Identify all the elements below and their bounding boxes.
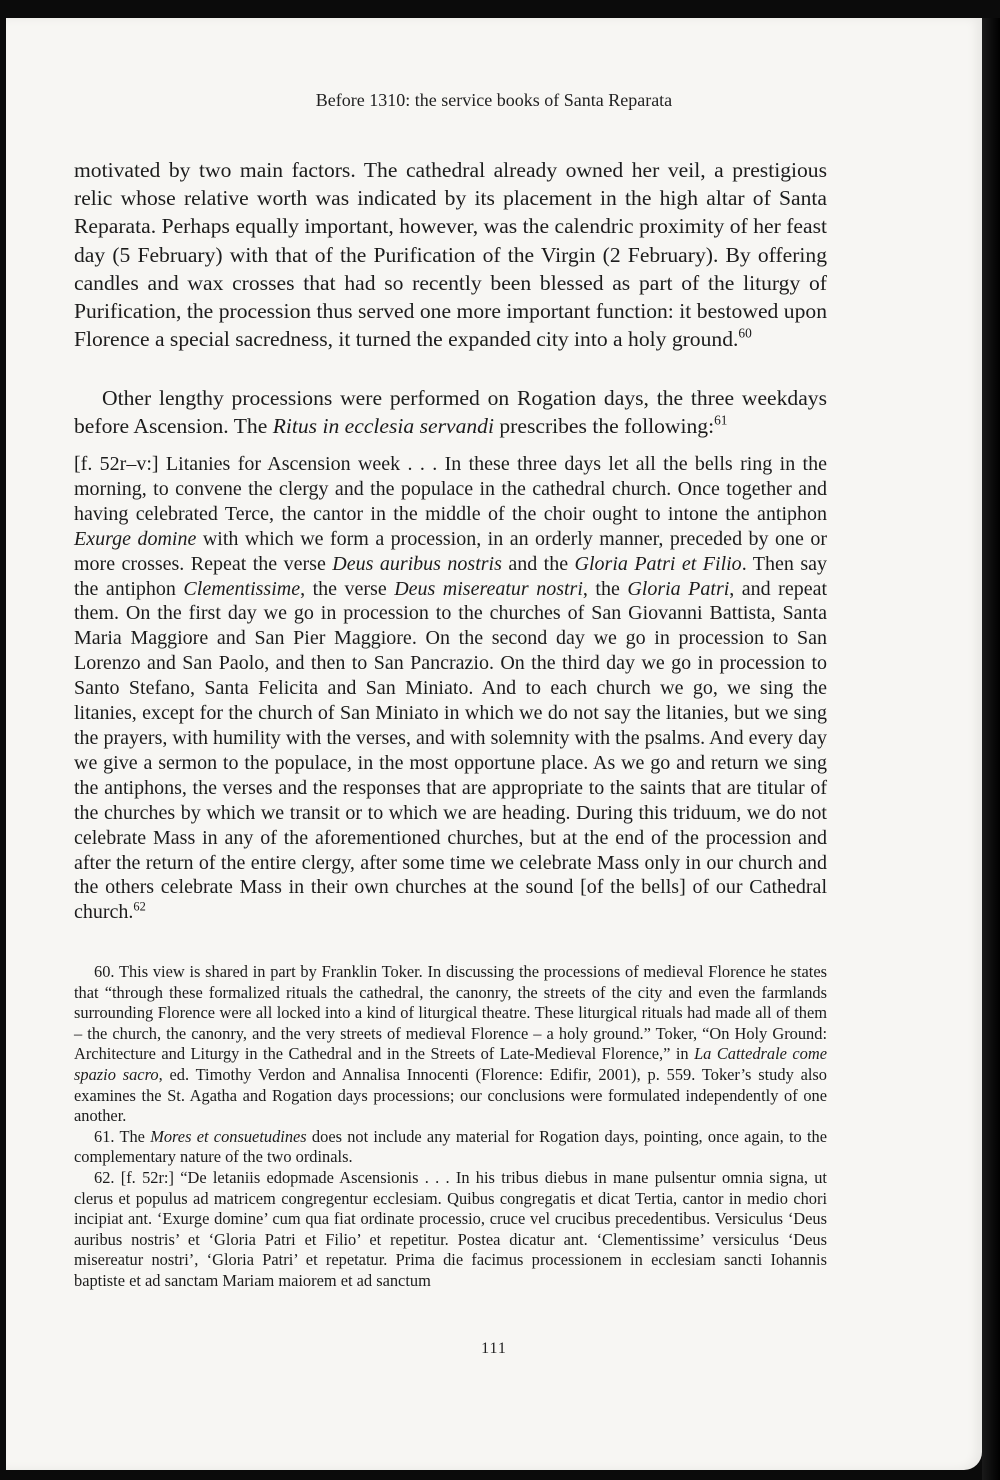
footnote-ref-60[interactable]: 60	[738, 325, 752, 341]
paragraph-2-text-after: prescribes the following:	[493, 414, 715, 439]
quote-text: with which we form a procession, in an orderly manner, preceded by one or more crosses. Repeat the verse	[74, 527, 828, 575]
footnote-text: 62. [f. 52r:] “De letaniis edopmade Ascensionis . . . In his tribus diebus in mane pulsentur omnia signa, ut clerus et populus ad matricem congregentur ecclesiam. Quibus congregatis et dicat Tertia, cantor in medio chori incipiat ant. ‘Exurge domine’ cum qua fiat ordinate processio, cruce vel crucibus precedentibus. Versiculus ‘Deus auribus nostris’ et ‘Gloria Patri et Filio’ et repetitur. Postea dicatur ant. ‘Clementissime’ versiculus ‘Deus misereatur nostri’, ‘Gloria Patri’ et repetatur. Prima die facimus processionem in ecclesiam sancti Iohannis baptiste et ad sanctam Mariam maiorem et ad sanctum	[74, 1167, 827, 1290]
quote-text: . Then say the antiphon	[74, 552, 827, 600]
running-head: Before 1310: the service books of Santa Reparata	[315, 90, 673, 110]
footnote-text: 61. The	[94, 1126, 151, 1146]
body-paragraph-2	[74, 384, 827, 440]
quote-italic: Exurge domine	[74, 527, 197, 550]
footnotes	[74, 962, 827, 1292]
block-quotation	[74, 452, 827, 925]
quote-text: , the	[582, 577, 628, 600]
paragraph-1-text: motivated by two main factors. The cathedral already owned her veil, a prestigious relic whose relative worth was indicated by its placement in the high altar of Santa Reparata. Perhaps equally important, however, was the calendric proximity of her feast day (5 February) with that of the Purification of the Virgin (2 February). By offering candles and wax crosses that had so recently been blessed as part of the liturgy of Purification, the procession thus served one more important function: it bestowed upon Florence a special sacredness, it turned the expanded city into a holy ground.	[74, 158, 827, 352]
footnote-italic: Mores et consuetudines	[150, 1126, 307, 1146]
quote-text: , the verse	[300, 577, 395, 600]
quote-italic: Gloria Patri	[627, 577, 730, 600]
footnote-60	[74, 962, 827, 1127]
footnote-61	[74, 1127, 827, 1168]
quote-text: , and repeat them. On the first day we go in procession to the churches of San Giovanni Battista, Santa Maria Maggiore and San Pier Maggiore. On the second day we go in procession to San Lorenzo and San Paolo, and then to San Pancrazio. On the third day we go in procession to Santo Stefano, Santa Felicita and San Miniato. And to each church we go, we sing the litanies, except for the church of San Miniato in which we do not say the litanies, but we sing the prayers, with humility with the verses, and with solemnity with the psalms. And every day we give a sermon to the populace, in the most opportune place. As we go and return we sing the antiphons, the verses and the responses that are appropriate to the saints that are titular of the churches by which we transit or to which we are heading. During this triduum, we do not celebrate Mass in any of the aforementioned churches, but at the end of the procession and after the return of the entire clergy, after some time we celebrate Mass only in our church and the others celebrate Mass in their own churches at the sound [of the bells] of our Cathedral church.	[74, 577, 828, 924]
quote-italic: Deus misereatur nostri	[394, 577, 583, 600]
footnote-text: 60. This view is shared in part by Franklin Toker. In discussing the processions of medieval Florence he states that “through these formalized rituals the cathedral, the canonry, the streets of the city and even the farmlands surrounding Florence were all locked into a kind of liturgical theatre. These liturgical rituals had made all of them – the church, the canonry, and the very streets of medieval Florence – a holy ground.” Toker, “On Holy Ground: Architecture and Liturgy in the Cathedral and in the Streets of Late-Medieval Florence,” in	[74, 962, 827, 1064]
quote-text: and the	[501, 552, 575, 575]
footnote-ref-62[interactable]: 62	[133, 899, 146, 914]
body-paragraph-1	[74, 156, 827, 353]
quote-italic: Clementissime	[183, 577, 301, 600]
footnote-italic: La Cattedrale come spazio sacro	[74, 1044, 827, 1084]
paragraph-2-title: Ritus in ecclesia servandi	[272, 414, 494, 439]
book-page	[6, 18, 982, 1470]
footnote-ref-61[interactable]: 61	[714, 412, 728, 428]
quote-text: [f. 52r–v:] Litanies for Ascension week . . . In these three days let all the bells ring in the morning, to convene the clergy and the populace in the cathedral church. Once together and having celebrated Terce, the cantor in the middle of the choir ought to intone the antiphon	[74, 453, 827, 525]
footnote-text: does not include any material for Rogation days, pointing, once again, to the complementary nature of the two ordinals.	[74, 1126, 827, 1167]
footnote-62	[74, 1168, 827, 1292]
paragraph-2-text-before: Other lengthy processions were performed on Rogation days, the three weekdays before Ascension. The	[74, 386, 827, 439]
quote-italic: Gloria Patri et Filio	[574, 552, 742, 575]
footnote-text: , ed. Timothy Verdon and Annalisa Innocenti (Florence: Edifir, 2001), p. 559. Toker’s study also examines the St. Agatha and Rogation days processions; our conclusions were formulated independently of one another.	[74, 1064, 828, 1126]
page-edge-band	[982, 18, 1000, 1480]
page-number: 111	[481, 1340, 507, 1357]
quote-italic: Deus auribus nostris	[332, 552, 502, 575]
